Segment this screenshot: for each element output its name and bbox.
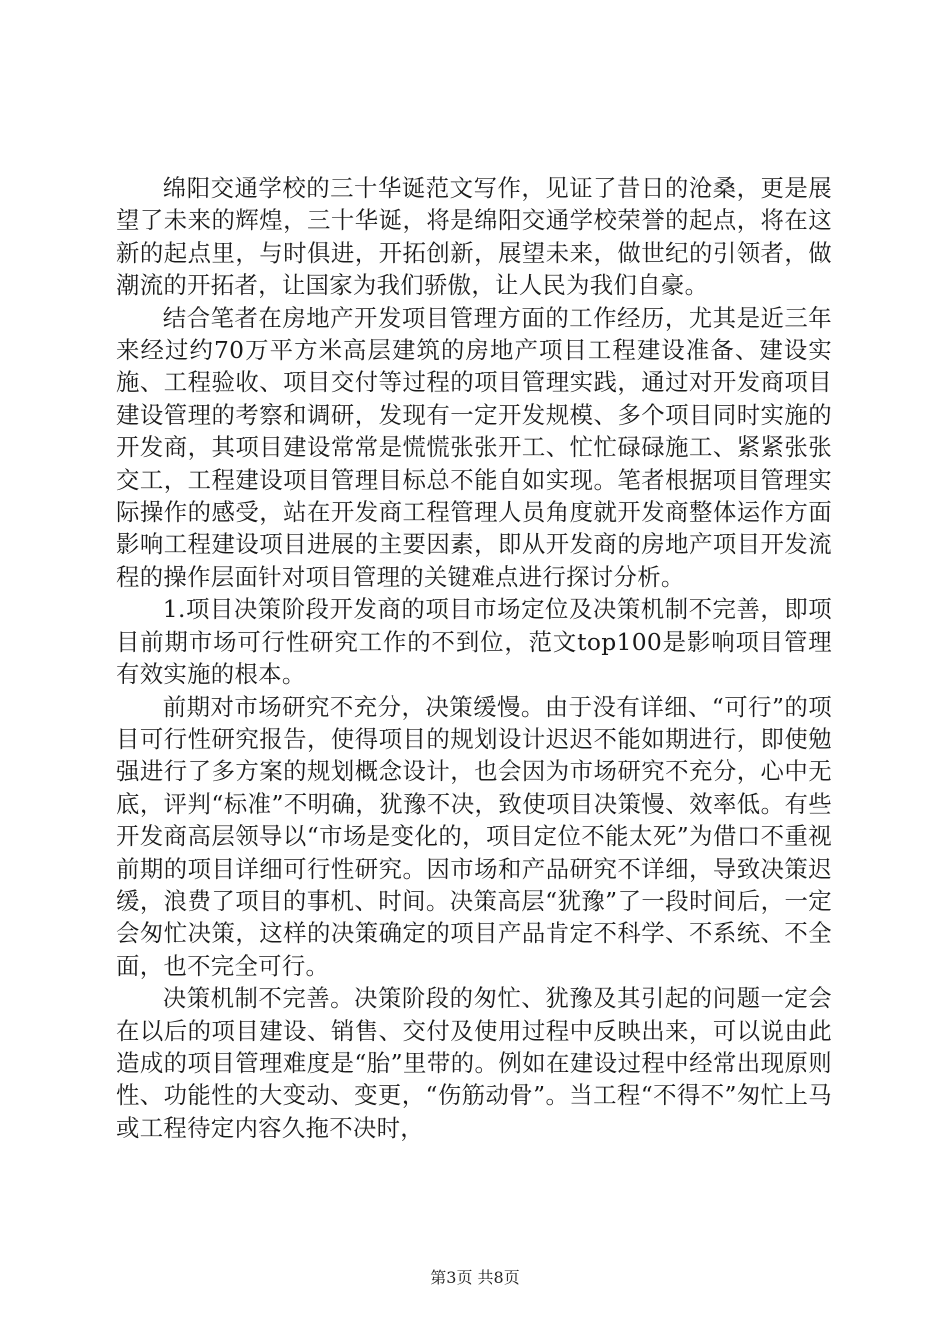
paragraph-3: 1.项目决策阶段开发商的项目市场定位及决策机制不完善，即项目前期市场可行性研究工作的不到位，范文top100是影响项目管理有效实施的根本。 [116, 595, 832, 689]
document-body [116, 172, 832, 1144]
paragraph-4: 前期对市场研究不充分，决策缓慢。由于没有详细、“可行”的项目可行性研究报告，使得项目的规划设计迟迟不能如期进行，即使勉强进行了多方案的规划概念设计，也会因为市场研究不充分，心中无底，评判“标准”不明确，犹豫不决，致使项目决策慢、效率低。有些开发商高层领导以“市场是变化的，项目定位不能太死”为借口不重视前期的项目详细可行性研究。因市场和产品研究不详细，导致决策迟缓，浪费了项目的事机、时间。决策高层“犹豫”了一段时间后，一定会匆忙决策，这样的决策确定的项目产品肯定不科学、不系统、不全面，也不完全可行。 [116, 692, 832, 980]
paragraph-1: 绵阳交通学校的三十华诞范文写作，见证了昔日的沧桑，更是展望了未来的辉煌，三十华诞，将是绵阳交通学校荣誉的起点，将在这新的起点里，与时俱进，开拓创新，展望未来，做世纪的引领者，做潮流的开拓者，让国家为我们骄傲，让人民为我们自豪。 [116, 174, 832, 300]
paragraph-2: 结合笔者在房地产开发项目管理方面的工作经历，尤其是近三年来经过约70万平方米高层建筑的房地产项目工程建设准备、建设实施、工程验收、项目交付等过程的项目管理实践，通过对开发商项目建设管理的考察和调研，发现有一定开发规模、多个项目同时实施的开发商，其项目建设常常是慌慌张张开工、忙忙碌碌施工、紧紧张张交工，工程建设项目管理目标总不能自如实现。笔者根据项目管理实际操作的感受，站在开发商工程管理人员角度就开发商整体运作方面影响工程建设项目进展的主要因素，即从开发商的房地产项目开发流程的操作层面针对项目管理的关键难点进行探讨分析。 [116, 303, 832, 591]
paragraph-5: 决策机制不完善。决策阶段的匆忙、犹豫及其引起的问题一定会在以后的项目建设、销售、交付及使用过程中反映出来，可以说由此造成的项目管理难度是“胎”里带的。例如在建设过程中经常出现原则性、功能性的大变动、变更，“伤筋动骨”。当工程“不得不”匆忙上马或工程待定内容久拖不决时， [116, 984, 832, 1142]
page-number-footer: 第3页 共8页 [430, 1268, 520, 1287]
